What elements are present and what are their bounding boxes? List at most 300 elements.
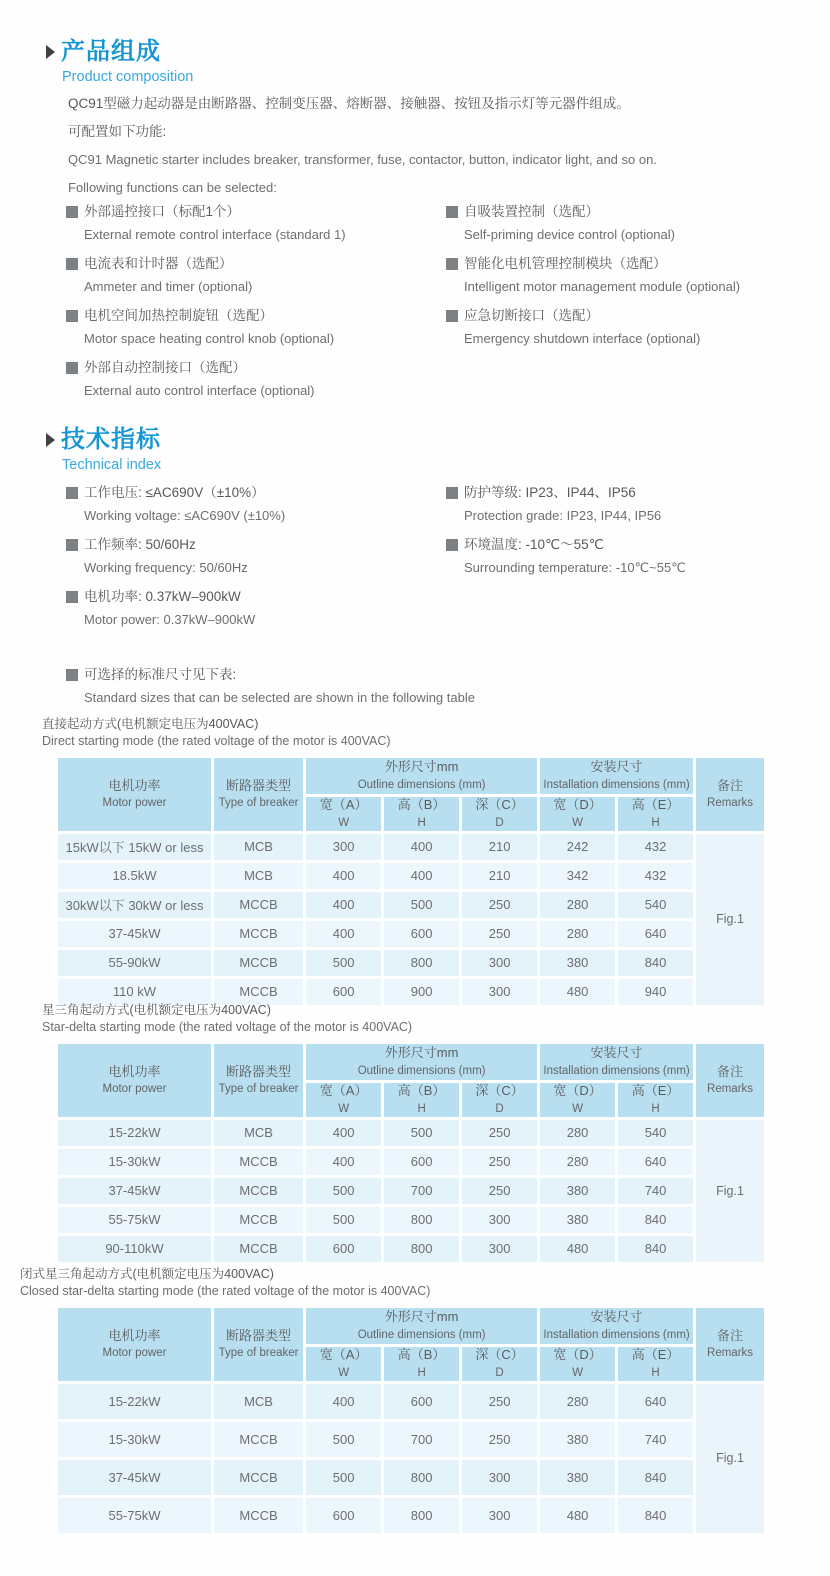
table-cell: 700 (383, 1176, 461, 1205)
table-cell: 37-45kW (57, 1176, 213, 1205)
table-cell: 600 (305, 977, 383, 1006)
bullet-item (446, 482, 826, 526)
header-label-zh: 安装尺寸 (590, 759, 643, 775)
square-bullet-icon (446, 539, 458, 551)
table-cell: 600 (305, 1496, 383, 1534)
header-label-en: Outline dimensions (mm) (357, 1064, 486, 1077)
spec-list-right (446, 482, 826, 586)
bullet-text-en: Emergency shutdown interface (optional) (464, 331, 701, 346)
table-cell: 480 (539, 1496, 617, 1534)
table-cell: 500 (383, 1118, 461, 1147)
header-label-en: D (495, 1102, 504, 1115)
bullet-line-zh (66, 305, 446, 326)
col-header-depth-c (461, 1346, 539, 1383)
col-header-motor-power (57, 757, 213, 833)
table-cell: 15-22kW (57, 1382, 213, 1420)
table-cell: MCCB (212, 1147, 304, 1176)
header-label-zh: 外形尺寸mm (384, 1309, 459, 1325)
header-label-en: Type of breaker (218, 1347, 299, 1360)
table-cell: 15-30kW (57, 1420, 213, 1458)
table-cell: 800 (383, 948, 461, 977)
header-label-zh: 深（C） (475, 1347, 524, 1362)
header-label-en: Installation dimensions (mm) (543, 778, 690, 791)
header-label-zh: 宽（A） (319, 1083, 368, 1098)
bullet-line-zh (66, 357, 446, 378)
table-cell: 500 (305, 1205, 383, 1234)
table-cell: 600 (383, 1147, 461, 1176)
table-cell: 15-30kW (57, 1147, 213, 1176)
table-cell: MCB (212, 1118, 304, 1147)
table-header-row (57, 757, 766, 796)
bullet-item (66, 534, 446, 578)
header-label-en: W (572, 1366, 583, 1379)
col-header-installation-dimensions (539, 1307, 695, 1346)
bullet-line-zh (446, 253, 826, 274)
table-cell: 400 (305, 890, 383, 919)
table-caption-en: Direct starting mode (the rated voltage of the motor is 400VAC) (42, 734, 391, 748)
header-label-en: W (572, 816, 583, 829)
header-label-en: H (417, 816, 426, 829)
header-label-zh: 宽（A） (319, 1347, 368, 1362)
table-cell: 432 (617, 832, 695, 861)
col-header-outline-dimensions (305, 757, 539, 796)
table-cell: MCCB (212, 1176, 304, 1205)
table-cell: 500 (305, 1176, 383, 1205)
bullet-text-en: Ammeter and timer (optional) (84, 279, 253, 294)
table-cell: 18.5kW (57, 861, 213, 890)
bullet-text-zh: 电机空间加热控制旋钮（选配） (84, 308, 273, 323)
bullet-line-zh (66, 586, 446, 607)
col-header-width-a (305, 796, 383, 833)
table-cell: 250 (461, 1147, 539, 1176)
table-cell: 640 (617, 1147, 695, 1176)
bullet-item (66, 482, 446, 526)
bullet-text-en: Working voltage: ≤AC690V (±10%) (84, 508, 286, 523)
intro-line: Following functions can be selected: (68, 180, 277, 195)
header-label-zh: 外形尺寸mm (384, 1045, 459, 1061)
header-label-en: Remarks (707, 797, 754, 810)
header-label-zh: 宽（D） (553, 1083, 602, 1098)
table-cell: MCCB (212, 1458, 304, 1496)
table-cell: 300 (461, 948, 539, 977)
header-label-zh: 宽（D） (553, 797, 602, 812)
table-cell: 250 (461, 1118, 539, 1147)
table-body (57, 1382, 766, 1534)
table-cell: 840 (617, 1496, 695, 1534)
bullet-line-zh (446, 482, 826, 503)
table-cell: 380 (539, 1458, 617, 1496)
table-cell: 900 (383, 977, 461, 1006)
header-label-en: H (417, 1102, 426, 1115)
table-cell: 55-75kW (57, 1205, 213, 1234)
section-title-en: Product composition (62, 69, 194, 85)
table-cell: 740 (617, 1420, 695, 1458)
bullet-text-zh: 智能化电机管理控制模块（选配） (464, 256, 667, 271)
intro-line: 可配置如下功能: (68, 124, 167, 139)
col-header-motor-power (57, 1043, 213, 1119)
table-cell: 300 (461, 1234, 539, 1263)
bullet-text-zh: 外部自动控制接口（选配） (84, 360, 246, 375)
section-product-composition-header (46, 38, 193, 85)
table-caption-zh: 闭式星三角起动方式(电机额定电压为400VAC) (20, 1267, 274, 1281)
table-caption-zh: 直接起动方式(电机额定电压为400VAC) (42, 717, 259, 731)
intro-line: QC91型磁力起动器是由断路器、控制变压器、熔断器、接触器、按钮及指示灯等元器件组成。 (68, 96, 630, 111)
header-label-zh: 宽（D） (553, 1347, 602, 1362)
header-label-en: W (338, 816, 350, 829)
square-bullet-icon (66, 258, 78, 270)
dimensions-table (55, 755, 767, 1008)
table-cell: 800 (383, 1458, 461, 1496)
table-cell: 342 (539, 861, 617, 890)
bullet-item (66, 201, 446, 245)
col-header-height-b (383, 796, 461, 833)
table-cell: 400 (305, 919, 383, 948)
header-label-zh: 备注 (717, 1063, 744, 1079)
table-cell: 380 (539, 948, 617, 977)
header-label-en: H (651, 816, 660, 829)
table-row (57, 890, 766, 919)
header-label-zh: 深（C） (475, 797, 524, 812)
intro-paragraph (68, 94, 768, 206)
table-cell: MCCB (212, 919, 304, 948)
table-cell: 800 (383, 1234, 461, 1263)
header-label-en: Type of breaker (218, 1083, 299, 1096)
table-remarks-cell: Fig.1 (695, 1118, 766, 1263)
table-cell: 432 (617, 861, 695, 890)
col-header-remarks (695, 757, 766, 833)
bullet-item (446, 305, 826, 349)
bullet-item (66, 357, 446, 401)
header-label-en: H (417, 1366, 426, 1379)
col-header-installation-dimensions (539, 1043, 695, 1082)
bullet-line-zh (66, 201, 446, 222)
bullet-item (66, 586, 446, 630)
table-cell: 55-75kW (57, 1496, 213, 1534)
table-header-row (57, 1307, 766, 1346)
table-remarks-cell: Fig.1 (695, 1382, 766, 1534)
table-cell: 280 (539, 1382, 617, 1420)
table-cell: 210 (461, 832, 539, 861)
table-cell: MCB (212, 861, 304, 890)
header-label-en: Outline dimensions (mm) (357, 1328, 486, 1341)
col-header-width-a (305, 1346, 383, 1383)
header-label-en: Remarks (707, 1083, 754, 1096)
table-cell: 250 (461, 1382, 539, 1420)
header-label-zh: 高（B） (397, 1347, 446, 1362)
header-label-zh: 高（B） (397, 1083, 446, 1098)
bullet-item (446, 201, 826, 245)
bullet-text-en: Protection grade: IP23, IP44, IP56 (464, 508, 662, 523)
header-label-en: Installation dimensions (mm) (543, 1328, 690, 1341)
bullet-text-en: External remote control interface (standard 1) (84, 227, 346, 242)
table-cell: 400 (383, 861, 461, 890)
table-caption-zh: 星三角起动方式(电机额定电压为400VAC) (42, 1003, 271, 1017)
table-header-row (57, 1043, 766, 1082)
header-label-zh: 电机功率 (108, 777, 161, 793)
table-cell: 250 (461, 1176, 539, 1205)
header-label-zh: 高（E） (631, 797, 680, 812)
table-remarks-cell: Fig.1 (695, 832, 766, 1006)
bullet-text-en: Self-priming device control (optional) (464, 227, 675, 242)
col-header-width-d (539, 1082, 617, 1119)
table-row (57, 1176, 766, 1205)
square-bullet-icon (66, 591, 78, 603)
col-header-width-d (539, 796, 617, 833)
table-cell: 500 (383, 890, 461, 919)
table-cell: 280 (539, 1147, 617, 1176)
table-cell: 300 (461, 977, 539, 1006)
table-block-closed-star-delta (20, 1266, 767, 1536)
bullet-line-zh (66, 482, 446, 503)
col-header-breaker-type (212, 757, 304, 833)
table-cell: 300 (305, 832, 383, 861)
bullet-item (66, 253, 446, 297)
table-block-direct-starting (42, 716, 767, 1008)
table-cell: 55-90kW (57, 948, 213, 977)
col-header-installation-dimensions (539, 757, 695, 796)
col-header-breaker-type (212, 1043, 304, 1119)
table-cell: 300 (461, 1496, 539, 1534)
table-cell: 600 (305, 1234, 383, 1263)
table-cell: 500 (305, 1420, 383, 1458)
square-bullet-icon (66, 310, 78, 322)
table-cell: 840 (617, 1234, 695, 1263)
header-label-zh: 宽（A） (319, 797, 368, 812)
header-label-zh: 安装尺寸 (590, 1309, 643, 1325)
spec-list-left (66, 482, 446, 638)
header-label-zh: 断路器类型 (226, 777, 292, 793)
header-label-en: D (495, 816, 504, 829)
table-cell: 840 (617, 948, 695, 977)
table-row (57, 1496, 766, 1534)
header-label-zh: 电机功率 (108, 1063, 161, 1079)
col-header-outline-dimensions (305, 1043, 539, 1082)
table-cell: 400 (305, 1147, 383, 1176)
table-cell: MCCB (212, 1496, 304, 1534)
table-cell: 380 (539, 1176, 617, 1205)
bullet-text-zh: 外部遥控接口（标配1个） (84, 204, 241, 219)
table-cell: 480 (539, 1234, 617, 1263)
bullet-line-zh (446, 305, 826, 326)
table-cell: 940 (617, 977, 695, 1006)
table-cell: 280 (539, 890, 617, 919)
col-header-height-e (617, 796, 695, 833)
note-text-en: Standard sizes that can be selected are shown in the following table (84, 690, 475, 705)
square-bullet-icon (446, 310, 458, 322)
table-cell: MCCB (212, 890, 304, 919)
table-cell: 280 (539, 1118, 617, 1147)
bullet-text-zh: 工作频率: 50/60Hz (84, 537, 196, 552)
table-cell: 840 (617, 1205, 695, 1234)
header-label-en: W (572, 1102, 583, 1115)
table-cell: 640 (617, 919, 695, 948)
table-cell: 400 (305, 1118, 383, 1147)
table-cell: 600 (383, 919, 461, 948)
table-row (57, 1234, 766, 1263)
sizes-note (66, 664, 626, 716)
header-label-en: W (338, 1102, 350, 1115)
table-caption-en: Star-delta starting mode (the rated voltage of the motor is 400VAC) (42, 1020, 413, 1034)
table-cell: 500 (305, 1458, 383, 1496)
feature-list-right (446, 201, 826, 357)
header-label-zh: 断路器类型 (226, 1063, 292, 1079)
bullet-text-zh: 电机功率: 0.37kW–900kW (84, 589, 241, 604)
header-label-en: Motor power (102, 1347, 167, 1360)
note-text-zh: 可选择的标准尺寸见下表: (84, 667, 237, 682)
bullet-line-zh (446, 201, 826, 222)
table-cell: 37-45kW (57, 919, 213, 948)
table-cell: 250 (461, 919, 539, 948)
bullet-text-en: Motor space heating control knob (optional) (84, 331, 335, 346)
section-technical-index-header (46, 426, 161, 473)
header-label-zh: 高（E） (631, 1083, 680, 1098)
table-cell: 110 kW (57, 977, 213, 1006)
table-caption (42, 716, 767, 750)
header-label-en: D (495, 1366, 504, 1379)
table-cell: 242 (539, 832, 617, 861)
square-bullet-icon (66, 487, 78, 499)
table-cell: 740 (617, 1176, 695, 1205)
table-cell: 480 (539, 977, 617, 1006)
header-label-zh: 深（C） (475, 1083, 524, 1098)
header-label-zh: 高（B） (397, 797, 446, 812)
table-row (57, 1420, 766, 1458)
square-bullet-icon (66, 206, 78, 218)
table-caption-en: Closed star-delta starting mode (the rated voltage of the motor is 400VAC) (20, 1284, 431, 1298)
table-row (57, 1205, 766, 1234)
col-header-height-e (617, 1346, 695, 1383)
section-title-zh: 技术指标 (61, 426, 161, 453)
table-cell: 280 (539, 919, 617, 948)
table-caption (42, 1002, 767, 1036)
col-header-height-b (383, 1082, 461, 1119)
square-bullet-icon (446, 258, 458, 270)
table-cell: 210 (461, 861, 539, 890)
table-cell: MCCB (212, 1205, 304, 1234)
arrow-right-icon (46, 45, 55, 59)
table-cell: 700 (383, 1420, 461, 1458)
col-header-height-e (617, 1082, 695, 1119)
col-header-breaker-type (212, 1307, 304, 1383)
header-label-en: Type of breaker (218, 797, 299, 810)
table-cell: MCCB (212, 1420, 304, 1458)
table-cell: 30kW以下 30kW or less (57, 890, 213, 919)
table-cell: 840 (617, 1458, 695, 1496)
bullet-text-en: Working frequency: 50/60Hz (84, 560, 248, 575)
table-row (57, 1458, 766, 1496)
table-caption (20, 1266, 767, 1300)
table-cell: 540 (617, 1118, 695, 1147)
table-cell: 640 (617, 1382, 695, 1420)
header-label-en: W (338, 1366, 350, 1379)
header-label-zh: 高（E） (631, 1347, 680, 1362)
table-cell: 15-22kW (57, 1118, 213, 1147)
table-body (57, 832, 766, 1006)
bullet-line-zh (66, 253, 446, 274)
table-cell: MCCB (212, 948, 304, 977)
col-header-height-b (383, 1346, 461, 1383)
header-label-en: H (651, 1366, 660, 1379)
intro-line: QC91 Magnetic starter includes breaker, transformer, fuse, contactor, button, indicator light, and so on. (68, 152, 657, 167)
table-cell: 250 (461, 890, 539, 919)
bullet-text-en: External auto control interface (optional) (84, 383, 315, 398)
table-cell: 400 (305, 1382, 383, 1420)
dimensions-table (55, 1041, 767, 1265)
header-label-zh: 备注 (717, 777, 744, 793)
table-cell: 380 (539, 1205, 617, 1234)
header-label-en: Outline dimensions (mm) (357, 778, 486, 791)
table-cell: MCB (212, 1382, 304, 1420)
table-cell: 300 (461, 1458, 539, 1496)
bullet-item (446, 534, 826, 578)
table-cell: MCB (212, 832, 304, 861)
table-row (57, 1147, 766, 1176)
bullet-text-zh: 环境温度: -10℃～55℃ (464, 537, 604, 552)
bullet-text-en: Motor power: 0.37kW–900kW (84, 612, 256, 627)
bullet-text-zh: 自吸装置控制（选配） (464, 204, 599, 219)
bullet-text-zh: 应急切断接口（选配） (464, 308, 599, 323)
col-header-motor-power (57, 1307, 213, 1383)
bullet-item (446, 253, 826, 297)
table-cell: 250 (461, 1420, 539, 1458)
header-label-zh: 断路器类型 (226, 1327, 292, 1343)
col-header-depth-c (461, 796, 539, 833)
header-label-zh: 电机功率 (108, 1327, 161, 1343)
header-label-zh: 备注 (717, 1327, 744, 1343)
table-cell: 500 (305, 948, 383, 977)
header-label-en: Installation dimensions (mm) (543, 1064, 690, 1077)
table-cell: 400 (383, 832, 461, 861)
table-row (57, 919, 766, 948)
table-cell: MCCB (212, 1234, 304, 1263)
note-item (66, 664, 626, 708)
bullet-text-zh: 工作电压: ≤AC690V（±10%） (84, 485, 265, 500)
col-header-width-a (305, 1082, 383, 1119)
header-label-en: Remarks (707, 1347, 754, 1360)
table-cell: 400 (305, 861, 383, 890)
table-cell: 380 (539, 1420, 617, 1458)
bullet-text-en: Surrounding temperature: -10℃~55℃ (464, 560, 686, 575)
header-label-en: H (651, 1102, 660, 1115)
bullet-item (66, 305, 446, 349)
table-row (57, 1382, 766, 1420)
table-cell: 300 (461, 1205, 539, 1234)
square-bullet-icon (446, 487, 458, 499)
table-cell: 800 (383, 1496, 461, 1534)
header-label-en: Motor power (102, 1083, 167, 1096)
table-cell: 600 (383, 1382, 461, 1420)
table-cell: 800 (383, 1205, 461, 1234)
section-title-en: Technical index (62, 457, 162, 473)
bullet-text-zh: 防护等级: IP23、IP44、IP56 (464, 485, 636, 500)
col-header-remarks (695, 1043, 766, 1119)
table-row (57, 832, 766, 861)
table-body (57, 1118, 766, 1263)
bullet-text-en: Intelligent motor management module (optional) (464, 279, 741, 294)
table-cell: 540 (617, 890, 695, 919)
square-bullet-icon (66, 362, 78, 374)
table-row (57, 861, 766, 890)
table-block-star-delta (42, 1002, 767, 1265)
table-cell: MCCB (212, 977, 304, 1006)
dimensions-table (55, 1305, 767, 1536)
bullet-line-zh (446, 534, 826, 555)
bullet-text-zh: 电流表和计时器（选配） (84, 256, 233, 271)
header-label-zh: 外形尺寸mm (384, 759, 459, 775)
table-cell: 37-45kW (57, 1458, 213, 1496)
table-cell: 90-110kW (57, 1234, 213, 1263)
square-bullet-icon (446, 206, 458, 218)
